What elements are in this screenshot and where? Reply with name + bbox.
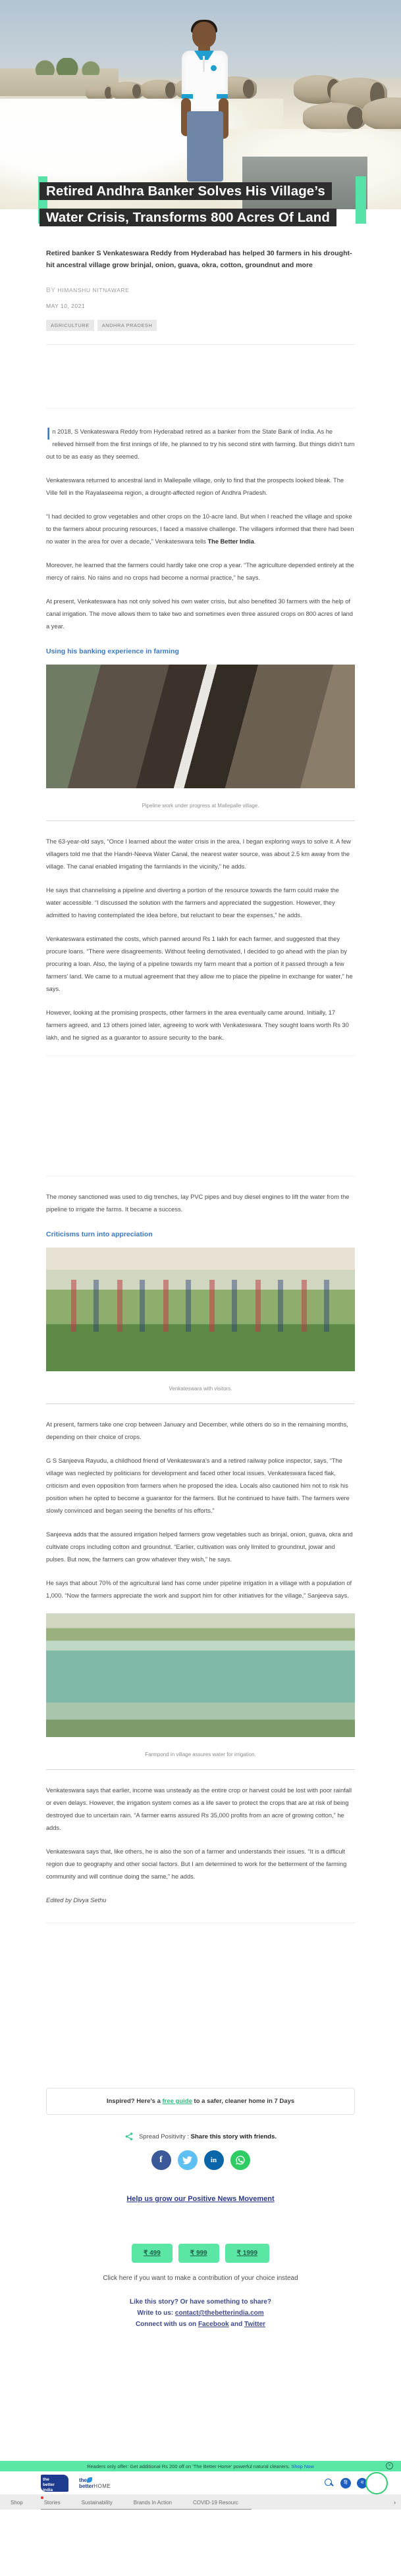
shop-now-link[interactable]: Shop Now <box>291 2463 314 2469</box>
divider <box>46 1769 355 1770</box>
menu-item-covid-19-resources[interactable]: COVID-19 Resourc <box>193 2499 238 2506</box>
person-photo <box>176 22 233 182</box>
byline <box>46 287 355 294</box>
figure-visitors <box>46 1248 355 1404</box>
leaf-icon <box>87 2477 92 2483</box>
figure-caption: Venkateswara with visitors. <box>169 1386 232 1392</box>
tbh-line1: the <box>79 2477 111 2483</box>
social-buttons <box>0 2150 401 2170</box>
contact-block <box>0 2296 401 2330</box>
grow-movement <box>0 2192 401 2204</box>
contact-line-2 <box>0 2308 401 2319</box>
promo-banner[interactable] <box>46 2088 355 2115</box>
paragraph-text: n 2018, S Venkateswara Reddy from Hyderabad retired as a banker from the State Bank of India. As he relieved himself from the first innings of life, he planned to try his second stint with farming. But things didn’t turn out to be as easy as they seemed. <box>46 428 355 460</box>
paragraph: G S Sanjeeva Rayudu, a childhood friend of Venkateswara’s and a retired railway police inspector, says, “The village was neglected by politicians for development and faced other local issues. Venkateswara faced flak, criticism and even opposition from farmers when he proposed the idea. Locals also cautioned him not to risk his position when he opted to become a guarantor for the farmers. But he continued to have faith. The farmers were slowly convinced and began seeing the benefits of his efforts.” <box>46 1457 350 1514</box>
contact-line-1: Like this story? Or have something to share? <box>129 2298 272 2306</box>
paragraph: “I had decided to grow vegetables and other crops on the 10-acre land. But when I reached the village and spoke to the farmers about procuring resources, I faced a massive challenge. The villagers informed that there had been no water in the area for over a decade,” Venkateswara tells The Better India. <box>46 513 354 545</box>
body-copy-part-2 <box>46 836 355 1044</box>
share-label-bold: Share this story with friends. <box>190 2133 277 2140</box>
editor-credit: Edited by Divya Sethu <box>46 1897 107 1904</box>
author-name[interactable]: HIMANSHU NITNAWARE <box>57 287 130 293</box>
tbh-line2: betterHOME <box>79 2483 111 2489</box>
menu-scroll-indicator <box>41 2509 252 2510</box>
menu-item-brands-in-action[interactable]: Brands In Action <box>133 2499 172 2506</box>
twitter-link[interactable]: Twitter <box>244 2321 266 2328</box>
custom-contribution-link[interactable]: Click here if you want to make a contribution of your choice instead <box>103 2275 298 2282</box>
figure-pipeline <box>46 665 355 821</box>
paragraph: At present, Venkateswara has not only solved his own water crisis, but also benefited 30 farmers with the help of canal irrigation. The move allows them to take two and sometimes even three assured crops on 800 acres of land a year. <box>46 598 353 630</box>
navbar-icons <box>324 2478 384 2488</box>
paragraph: He says that about 70% of the agricultural land has come under pipeline irrigation in a village with a population of 1,000. “Now the farmers appreciate the work and support him for other initiatives for the village,” Sanjeeva says. <box>46 1580 352 1599</box>
promo-prefix: Inspired? Here’s a <box>106 2098 161 2105</box>
the-better-india-logo[interactable]: the better india <box>41 2475 68 2492</box>
twitter-share-button[interactable] <box>178 2150 198 2170</box>
tag-andhra-pradesh[interactable]: ANDHRA PRADESH <box>97 320 157 331</box>
donate-1999-button[interactable]: ₹ 1999 <box>225 2244 269 2263</box>
headline-overlay <box>46 176 356 229</box>
search-icon[interactable] <box>324 2478 334 2488</box>
share-label <box>139 2133 277 2140</box>
offer-message: Readers only offer: Get additional Rs 200 off on 'The Better Home' powerful natural cleaners. <box>87 2463 292 2469</box>
donation-amounts <box>0 2244 401 2263</box>
paragraph: However, looking at the promising prospects, other farmers in the area eventually came around. Initially, 17 farmers agreed, and 13 others joined later, agreeing to work with Venkateswara. They sought loans worth Rs 30 lakh, and he signed as a guarantor to assure security to the bank. <box>46 1009 349 1041</box>
write-to-us-label: Write to us: <box>137 2310 175 2317</box>
divider <box>46 408 355 409</box>
whatsapp-icon <box>235 2155 246 2165</box>
whatsapp-share-button[interactable] <box>230 2150 250 2170</box>
paragraph: Moreover, he learned that the farmers could hardly take one crop a year. “The agriculture depended entirely at the mercy of rains. No rains and no crops had become a normal practice,” he says. <box>46 562 354 581</box>
connect-label: Connect with us on <box>135 2321 198 2328</box>
paragraph: He says that channelising a pipeline and diverting a portion of the resource towards the farm could make the water accessible. “I discussed the solution with the farmers and appreciated the suggestion. However, they admitted to having contemplated the idea before, but reluctant to bear the expenses,” he adds. <box>46 887 339 919</box>
standfirst: Retired banker S Venkateswara Reddy from Hyderabad has helped 30 farmers in his drought-hit ancestral village grow brinjal, onion, guava, okra, cotton, groundnut and more <box>46 249 352 269</box>
paragraph-text: “I had decided to grow vegetables and other crops on the 10-acre land. But when I reached the village and spoke to the farmers about procuring resources, I faced a massive challenge. The villagers informed that there had been no water in the area for over a decade,” Venkateswara tells <box>46 513 354 545</box>
section-heading-2: Criticisms turn into appreciation <box>46 1230 153 1238</box>
donate-499-button[interactable]: ₹ 499 <box>132 2244 173 2263</box>
share-label-plain: Spread Positivity : <box>138 2133 191 2140</box>
paragraph: At present, farmers take one crop between January and December, while others do so in the remaining months, depending on their choice of crops. <box>46 1421 348 1440</box>
paragraph <box>46 426 355 463</box>
sticky-header <box>0 2461 401 2510</box>
twitter-bird-icon <box>182 2156 192 2165</box>
offer-bar <box>0 2461 401 2471</box>
body-copy-part-4 <box>46 1419 355 1602</box>
offer-text <box>87 2463 314 2469</box>
close-icon[interactable]: × <box>386 2462 393 2469</box>
page-title-line-2: Water Crisis, Transforms 800 Acres Of Land <box>46 210 331 225</box>
menu-item-sustainability[interactable]: Sustainability <box>81 2499 113 2506</box>
body-copy-part-3 <box>46 1191 355 1216</box>
promo-suffix: to a safer, cleaner home in 7 Days <box>194 2098 295 2105</box>
new-indicator-dot <box>41 2496 43 2499</box>
and-label: and <box>228 2321 244 2328</box>
marathi-language-icon[interactable]: म <box>357 2478 367 2488</box>
article-body <box>0 247 401 1923</box>
tag-list <box>46 320 355 331</box>
contact-email-link[interactable]: contact@thebetterindia.com <box>174 2310 264 2317</box>
paragraph: Sanjeeva adds that the assured irrigation helped farmers grow vegetables such as brinjal, onion, guava, okra and cultivate crops including cotton and groundnut. “Earlier, cultivation was only limited to groundnut, jowar and pulses. But now, the farmers can grow whatever they wish,” he says. <box>46 1531 353 1563</box>
ad-slot-top <box>46 345 355 408</box>
tag-agriculture[interactable]: AGRICULTURE <box>46 320 94 331</box>
paragraph: Venkateswara returned to ancestral land in Mallepalle village, only to find that the prospects looked bleak. The Ville fell in the Rayalaseema region, a drought-affected region of Andhra Pradesh. <box>46 477 344 496</box>
share-icon <box>124 2132 134 2141</box>
figure-image <box>46 665 355 788</box>
figure-image <box>46 1248 355 1371</box>
paragraph: The money sanctioned was used to dig trenches, lay PVC pipes and buy diesel engines to lift the water from the pipeline to irrigate the farms. It became a success. <box>46 1194 350 1213</box>
divider <box>46 1403 355 1404</box>
menu-item-stories[interactable]: Stories <box>43 2499 61 2506</box>
ad-slot-mid <box>46 1056 355 1176</box>
paragraph: Venkateswara says that earlier, income was unsteady as the entire crop or harvest could be lost with poor rainfall or even delays. However, the irrigation system comes as a life saver to protect the crops that are at risk of being destroyed due to uncertain rain. “A farmer earns assured Rs 35,000 profits from an acre of growing cotton,” he adds. <box>46 1787 352 1831</box>
free-guide-link[interactable]: free guide <box>162 2098 192 2105</box>
figure-caption: Farmpond in village assures water for irrigation. <box>145 1752 256 1757</box>
the-better-home-logo[interactable] <box>79 2477 111 2489</box>
body-copy-part-5 <box>46 1784 355 1883</box>
drop-cap: I <box>46 424 51 443</box>
hindi-language-icon[interactable]: हि <box>340 2478 351 2488</box>
contact-line-3 <box>0 2319 401 2330</box>
grow-movement-link[interactable]: Help us grow our Positive News Movement <box>126 2195 275 2203</box>
facebook-share-button[interactable]: f <box>151 2150 171 2170</box>
linkedin-share-button[interactable]: in <box>204 2150 224 2170</box>
paragraph: Venkateswara says that, like others, he is also the son of a farmer and understands their issues. “It is a difficult region due to geography and other social factors. But I am determined to work for the betterment of the farming community and will continue doing the same,” he adds. <box>46 1848 347 1880</box>
chevron-right-icon[interactable]: › <box>394 2499 396 2506</box>
body-copy-part-1 <box>46 426 355 633</box>
site-menubar <box>0 2495 401 2510</box>
figure-image <box>46 1613 355 1737</box>
figure-farmpond <box>46 1613 355 1770</box>
page-title-line-1: Retired Andhra Banker Solves His Village’s <box>46 184 325 199</box>
menu-item-shop[interactable]: Shop <box>11 2499 23 2506</box>
section-heading-1: Using his banking experience in farming <box>46 647 179 655</box>
publish-date: MAY 10, 2021 <box>46 303 86 309</box>
share-prompt <box>0 2132 401 2141</box>
paragraph: The 63-year-old says, “Once I learned about the water crisis in the area, I began exploring ways to solve it. A few villagers told me that the Handri-Neeva Water Canal, the nearest water source, was about 2.5 km away from the village. The canal enabled irrigating the farmlands in the vicinity,” he adds. <box>46 838 352 870</box>
byline-label: BY <box>46 287 56 294</box>
donate-999-button[interactable]: ₹ 999 <box>178 2244 219 2263</box>
figure-caption: Pipeline work under progress at Mallepalle village. <box>142 803 259 809</box>
facebook-link[interactable]: Facebook <box>198 2321 229 2328</box>
headline-accent-right <box>356 176 366 224</box>
ad-slot-bottom <box>0 1923 401 2088</box>
profile-badge-icon[interactable] <box>365 2472 388 2494</box>
publication-name: The Better India <box>207 538 254 545</box>
site-navbar <box>0 2471 401 2495</box>
paragraph: Venkateswara estimated the costs, which panned around Rs 1 lakh for each farmer, and suggested that they procure loans. “There were disagreements. Without feeling demotivated, I decided to go ahead with the plan by procuring a loan. Also, the laying of a pipeline towards my farm meant that a portion of it passed through a few farmers’ land. We came to a mutual agreement that they allow me to place the pipeline in exchange for water,” he says. <box>46 936 353 992</box>
